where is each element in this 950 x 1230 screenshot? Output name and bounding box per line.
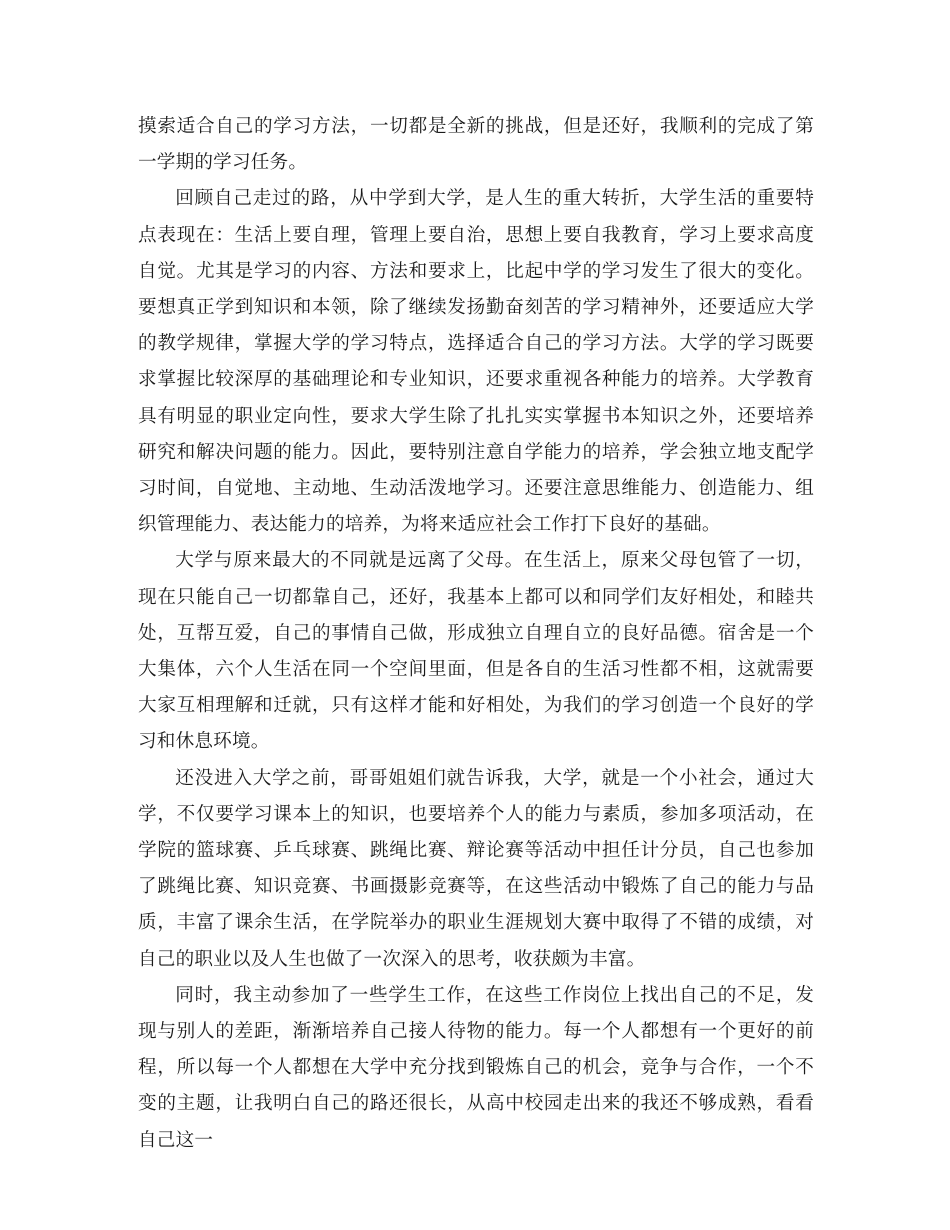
paragraph-2: 回顾自己走过的路，从中学到大学，是人生的重大转折，大学生活的重要特点表现在：生活上要自理，管理上要自治，思想上要自我教育，学习上要求高度自觉。尤其是学习的内容、方法和要求上，比起中学的学习发生了很大的变化。要想真正学到知识和本领，除了继续发扬勤奋刻苦的学习精神外，还要适应大学的教学规律，掌握大学的学习特点，选择适合自己的学习方法。大学的学习既要求掌握比较深厚的基础理论和专业知识，还要求重视各种能力的培养。大学教育具有明显的职业定向性，要求大学生除了扎扎实实掌握书本知识之外，还要培养研究和解决问题的能力。因此，要特别注意自学能力的培养，学会独立地支配学习时间，自觉地、主动地、生动活泼地学习。还要注意思维能力、创造能力、组织管理能力、表达能力的培养，为将来适应社会工作打下良好的基础。 <box>138 188 814 536</box>
paragraph-3: 大学与原来最大的不同就是远离了父母。在生活上，原来父母包管了一切，现在只能自己一切都靠自己，还好，我基本上都可以和同学们友好相处，和睦共处，互帮互爱，自己的事情自己做，形成独立自理自立的良好品德。宿舍是一个大集体，六个人生活在同一个空间里面，但是各自的生活习性都不相，这就需要大家互相理解和迁就，只有这样才能和好相处，为我们的学习创造一个良好的学习和休息环境。 <box>138 550 814 753</box>
paragraph-1: 摸索适合自己的学习方法，一切都是全新的挑战，但是还好，我顺利的完成了第一学期的学习任务。 <box>138 116 814 174</box>
document-body <box>138 109 814 1159</box>
paragraph-5: 同时，我主动参加了一些学生工作，在这些工作岗位上找出自己的不足，发现与别人的差距，渐渐培养自己接人待物的能力。每一个人都想有一个更好的前程，所以每一个人都想在大学中充分找到锻炼自己的机会，竞争与合作，一个不变的主题，让我明白自己的路还很长，从高中校园走出来的我还不够成熟，看看自己这一 <box>138 984 814 1151</box>
paragraph-4: 还没进入大学之前，哥哥姐姐们就告诉我，大学，就是一个小社会，通过大学，不仅要学习课本上的知识，也要培养个人的能力与素质，参加多项活动，在学院的篮球赛、乒乓球赛、跳绳比赛、辩论赛等活动中担任计分员，自己也参加了跳绳比赛、知识竞赛、书画摄影竞赛等，在这些活动中锻炼了自己的能力与品质，丰富了课余生活，在学院举办的职业生涯规划大赛中取得了不错的成绩，对自己的职业以及人生也做了一次深入的思考，收获颇为丰富。 <box>138 767 814 970</box>
